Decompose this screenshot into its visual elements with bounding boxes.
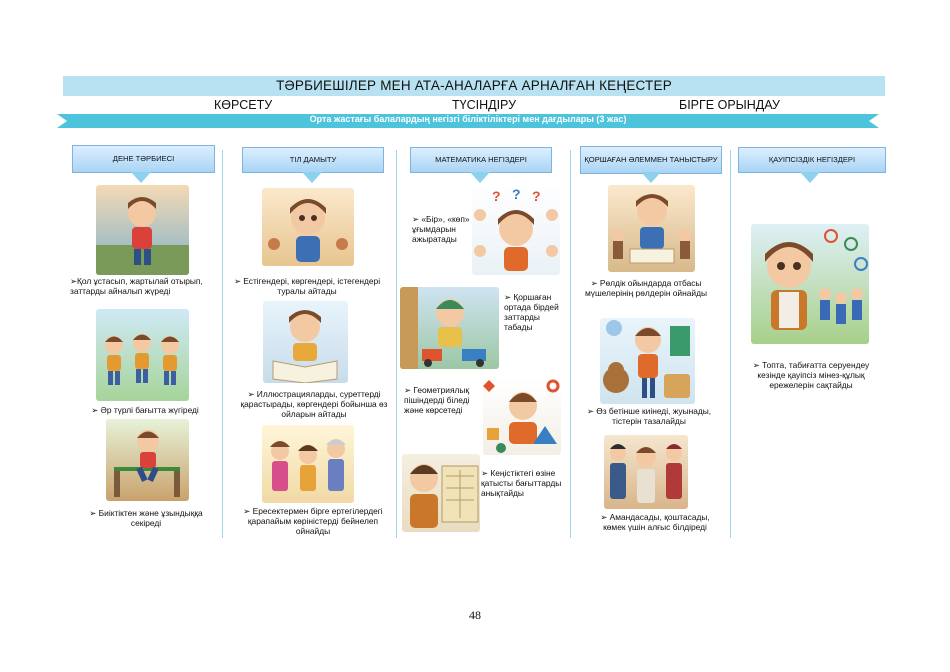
caption-math-1: ➢ «Бір», «көп» ұғымдарын ажыратады (412, 214, 470, 245)
boy-walking-holding-hands-picture (96, 185, 189, 275)
boy-with-toys-picture (400, 287, 499, 369)
down-arrow-icon (131, 172, 151, 183)
boy-with-shapes-picture (483, 378, 561, 455)
caption-math-3: ➢ Геометриялық пішіндерді біледі және көрсетеді (404, 385, 470, 416)
caption-world-2: ➢ Өз бетінше киінеді, жуынады, тістерін тазалайды (586, 406, 712, 427)
caption-speech-1: ➢ Естігендері, көргендері, істегендері туралы айтады (233, 276, 381, 297)
page-number: 48 (469, 608, 481, 622)
caption-speech-2: ➢ Иллюстрацияларды, суреттерді қарастырады, көргендері бойынша өз ойларын айтады (240, 389, 388, 420)
svg-text:?: ? (492, 188, 501, 204)
boy-safety-rules-picture (751, 224, 869, 344)
caption-world-3: ➢ Амандасады, қоштасады, көмек үшін алғыс білдіреді (600, 512, 710, 533)
down-arrow-icon (302, 172, 322, 183)
boy-talking-picture (262, 188, 354, 266)
boy-greeting-picture (604, 435, 688, 509)
header-physical-education: ДЕНЕ ТӘРБИЕСІ (72, 145, 215, 173)
boy-reading-book-picture (263, 301, 348, 383)
caption-safety-1: ➢ Топта, табиғатта серуендеу кезінде қауіпсіз мінез-құлық ережелерін сақтайды (752, 360, 870, 391)
header-world-around: ҚОРШАҒАН ӘЛЕММЕН ТАНЫСТЫРУ (580, 146, 722, 174)
boy-jumping-picture (106, 419, 189, 501)
subtitle-show: КӨРСЕТУ (214, 98, 273, 112)
svg-text:?: ? (532, 188, 541, 204)
family-roleplay-picture (608, 185, 695, 272)
column-divider (396, 150, 397, 538)
caption-speech-3: ➢ Ересектермен бірге ертегілердегі қарапайым көріністерді бейнелеп ойнайды (243, 506, 383, 537)
boy-with-map-picture (402, 454, 480, 532)
caption-physical-2: ➢ Әр түрлі бағытта жүгіреді (91, 405, 199, 415)
svg-text:?: ? (512, 186, 521, 202)
boy-self-care-picture (600, 318, 695, 404)
column-divider (222, 150, 223, 538)
children-with-grandparents-picture (262, 425, 354, 503)
skills-banner-text: Орта жастағы балалардың негізгі біліктіліктері мен дағдылары (3 жас) (309, 114, 627, 124)
down-arrow-icon (641, 172, 661, 183)
boy-thinking-questions-picture (472, 185, 560, 275)
caption-physical-3: ➢ Биіктіктен және ұзындыққа секіреді (89, 508, 203, 529)
down-arrow-icon (470, 172, 490, 183)
caption-math-2: ➢ Қоршаған ортада бірдей заттарды табады (504, 292, 559, 333)
boys-running-picture (96, 309, 189, 401)
header-safety-basics: ҚАУІПСІЗДІК НЕГІЗДЕРІ (738, 147, 886, 173)
skills-banner (57, 112, 879, 128)
header-math-basics: МАТЕМАТИКА НЕГІЗДЕРІ (410, 147, 552, 173)
subtitle-do-together: БІРГЕ ОРЫНДАУ (679, 98, 780, 112)
caption-world-1: ➢ Рөлдік ойындарда отбасы мүшелерінің рөлдерін ойнайды (585, 278, 707, 299)
page-title: ТӘРБИЕШІЛЕР МЕН АТА-АНАЛАРҒА АРНАЛҒАН КЕҢЕСТЕР (63, 76, 885, 96)
caption-physical-1: ➢Қол ұстасып, жартылай отырып, заттарды айналып жүреді (70, 276, 203, 297)
caption-math-4: ➢ Кеңістіктегі өзіне қатысты бағыттарды анықтайды (481, 468, 562, 499)
down-arrow-icon (800, 172, 820, 183)
column-divider (570, 150, 571, 538)
header-speech-development: ТІЛ ДАМЫТУ (242, 147, 384, 173)
subtitle-explain: ТҮСІНДІРУ (452, 98, 517, 112)
column-divider (730, 150, 731, 538)
